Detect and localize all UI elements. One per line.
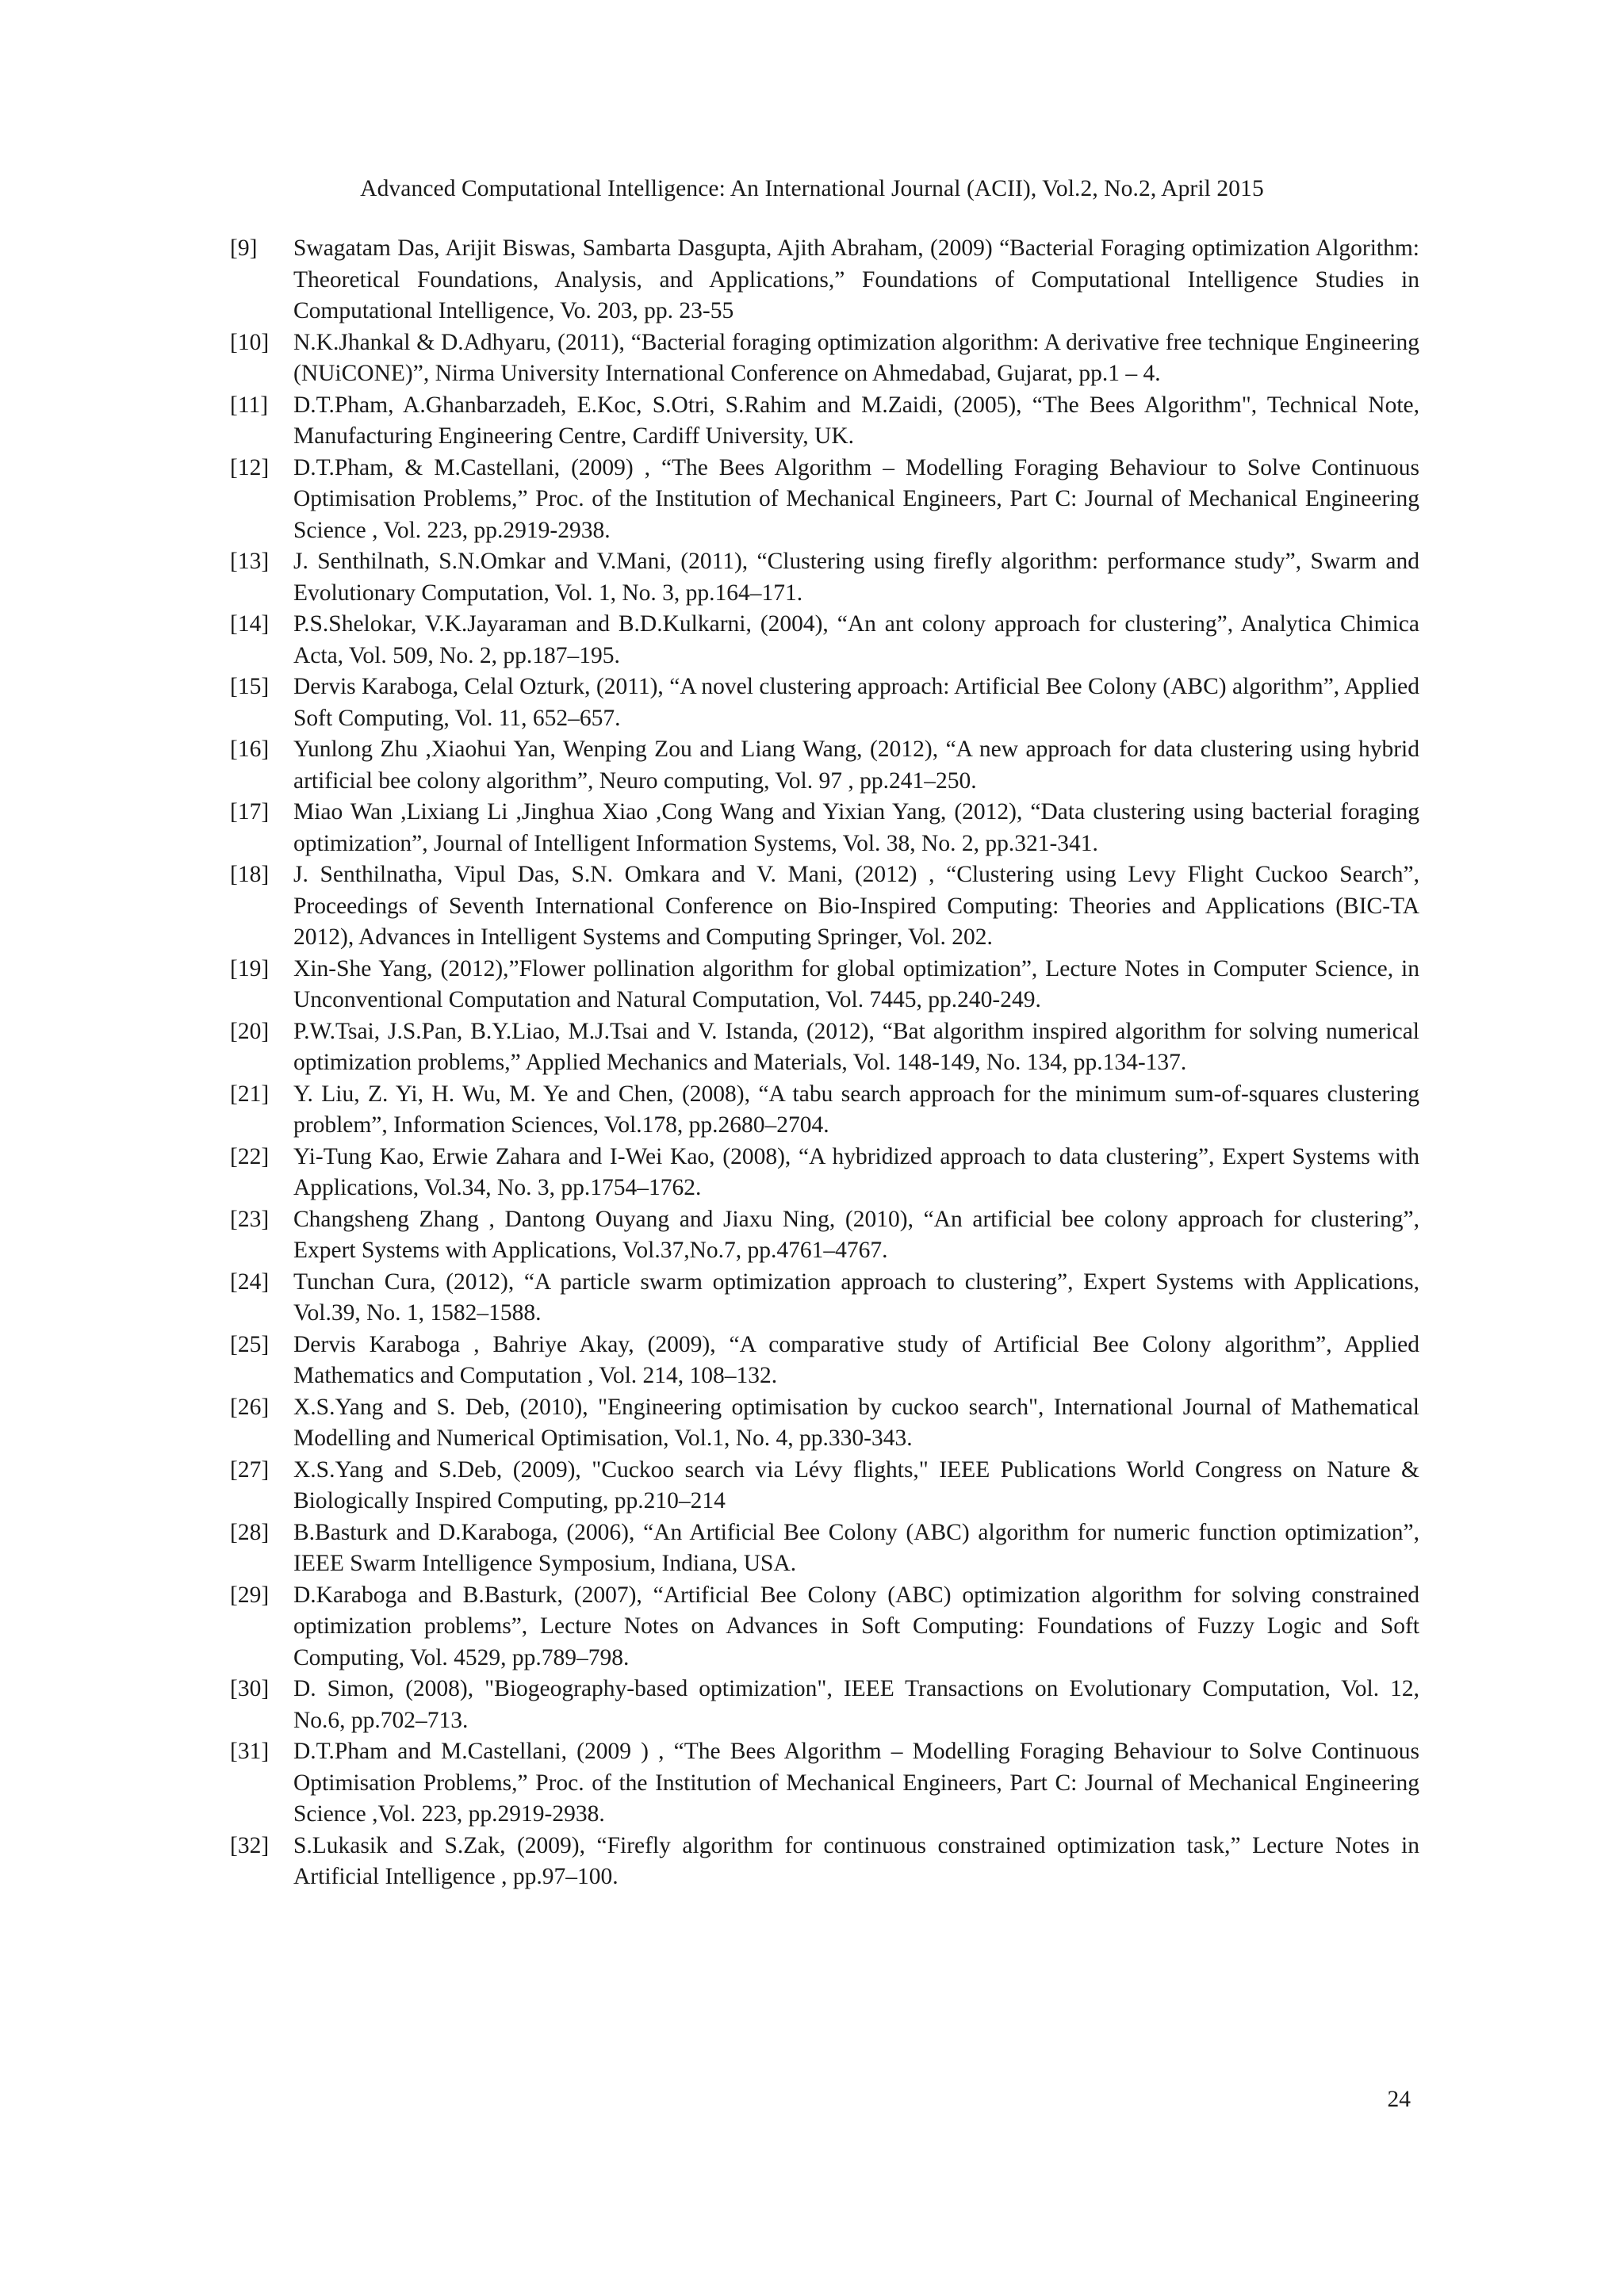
reference-number: [31] bbox=[230, 1739, 270, 1764]
reference-item bbox=[230, 609, 1419, 672]
reference-text: J. Senthilnatha, Vipul Das, S.N. Omkara and V. Mani, (2012) , “Clustering using Levy Flight Cuckoo Search”, Proceedings of Seventh International Conference on Bio-Inspired Computing: Theories and Applications (BIC-TA 2012), Advances in Intelligent Systems and Computing Springer, Vol. 202. bbox=[293, 862, 1419, 950]
reference-item bbox=[230, 954, 1419, 1016]
reference-item bbox=[230, 1267, 1419, 1330]
reference-text: D.T.Pham, A.Ghanbarzadeh, E.Koc, S.Otri, S.Rahim and M.Zaidi, (2005), “The Bees Algorithm", Technical Note, Manufacturing Engineering Centre, Cardiff University, UK. bbox=[293, 392, 1419, 449]
reference-item bbox=[230, 1831, 1419, 1893]
reference-text: Y. Liu, Z. Yi, H. Wu, M. Ye and Chen, (2008), “A tabu search approach for the minimum sum-of-squares clustering problem”, Information Sciences, Vol.178, pp.2680–2704. bbox=[293, 1081, 1419, 1138]
reference-number: [15] bbox=[230, 674, 270, 699]
reference-item bbox=[230, 859, 1419, 954]
reference-number: [24] bbox=[230, 1269, 270, 1295]
reference-text: X.S.Yang and S. Deb, (2010), "Engineering optimisation by cuckoo search", International Journal of Mathematical Modelling and Numerical Optimisation, Vol.1, No. 4, pp.330-343. bbox=[293, 1394, 1419, 1451]
reference-number: [28] bbox=[230, 1519, 270, 1545]
reference-item bbox=[230, 327, 1419, 390]
reference-text: P.W.Tsai, J.S.Pan, B.Y.Liao, M.J.Tsai and V. Istanda, (2012), “Bat algorithm inspired algorithm for solving numerical optimization problems,” Applied Mechanics and Materials, Vol. 148-149, No. 134, pp.134-137. bbox=[293, 1018, 1419, 1075]
reference-text: D.T.Pham and M.Castellani, (2009 ) , “The Bees Algorithm – Modelling Foraging Behaviour to Solve Continuous Optimisation Problems,” Proc. of the Institution of Mechanical Engineers, Part C: Journal of Mechanical Engineering Science ,Vol. 223, pp.2919-2938. bbox=[293, 1739, 1419, 1827]
reference-item bbox=[230, 1517, 1419, 1580]
reference-text: Yi-Tung Kao, Erwie Zahara and I-Wei Kao, (2008), “A hybridized approach to data clustering”, Expert Systems with Applications, Vol.34, No. 3, pp.1754–1762. bbox=[293, 1143, 1419, 1200]
reference-number: [32] bbox=[230, 1832, 270, 1858]
reference-item bbox=[230, 734, 1419, 797]
reference-text: N.K.Jhankal & D.Adhyaru, (2011), “Bacterial foraging optimization algorithm: A derivative free technique Engineering (NUiCONE)”, Nirma University International Conference on Ahmedabad, Gujarat, pp.1 – 4. bbox=[293, 329, 1419, 386]
reference-number: [11] bbox=[230, 392, 269, 418]
reference-text: J. Senthilnath, S.N.Omkar and V.Mani, (2011), “Clustering using firefly algorithm: performance study”, Swarm and Evolutionary Computation, Vol. 1, No. 3, pp.164–171. bbox=[293, 549, 1419, 606]
reference-item bbox=[230, 797, 1419, 859]
reference-number: [25] bbox=[230, 1331, 270, 1357]
reference-item bbox=[230, 233, 1419, 327]
reference-item bbox=[230, 1580, 1419, 1674]
reference-item bbox=[230, 672, 1419, 734]
reference-number: [20] bbox=[230, 1018, 270, 1044]
reference-text: D. Simon, (2008), "Biogeography-based optimization", IEEE Transactions on Evolutionary Computation, Vol. 12, No.6, pp.702–713. bbox=[293, 1676, 1419, 1733]
reference-number: [30] bbox=[230, 1676, 270, 1701]
reference-text: X.S.Yang and S.Deb, (2009), "Cuckoo search via Lévy flights," IEEE Publications World Congress on Nature & Biologically Inspired Computing, pp.210–214 bbox=[293, 1456, 1419, 1513]
reference-number: [27] bbox=[230, 1456, 270, 1483]
reference-text: S.Lukasik and S.Zak, (2009), “Firefly algorithm for continuous constrained optimization task,” Lecture Notes in Artificial Intelligence , pp.97–100. bbox=[293, 1832, 1419, 1889]
reference-number: [13] bbox=[230, 549, 270, 574]
reference-text: B.Basturk and D.Karaboga, (2006), “An Artificial Bee Colony (ABC) algorithm for numeric function optimization”, IEEE Swarm Intelligence Symposium, Indiana, USA. bbox=[293, 1519, 1419, 1576]
reference-text: Changsheng Zhang , Dantong Ouyang and Jiaxu Ning, (2010), “An artificial bee colony approach for clustering”, Expert Systems with Applications, Vol.37,No.7, pp.4761–4767. bbox=[293, 1206, 1419, 1263]
running-header: Advanced Computational Intelligence: An International Journal (ACII), Vol.2, No.2, April 2015 bbox=[360, 176, 1264, 201]
reference-item bbox=[230, 390, 1419, 453]
reference-item bbox=[230, 1736, 1419, 1831]
reference-number: [17] bbox=[230, 799, 270, 825]
reference-item bbox=[230, 1455, 1419, 1517]
reference-item bbox=[230, 1142, 1419, 1204]
reference-number: [16] bbox=[230, 737, 270, 762]
reference-number: [18] bbox=[230, 862, 270, 887]
reference-text: P.S.Shelokar, V.K.Jayaraman and B.D.Kulkarni, (2004), “An ant colony approach for clustering”, Analytica Chimica Acta, Vol. 509, No. 2, pp.187–195. bbox=[293, 611, 1419, 668]
reference-number: [14] bbox=[230, 611, 270, 637]
reference-item bbox=[230, 546, 1419, 609]
reference-text: Yunlong Zhu ,Xiaohui Yan, Wenping Zou and Liang Wang, (2012), “A new approach for data clustering using hybrid artificial bee colony algorithm”, Neuro computing, Vol. 97 , pp.241–250. bbox=[293, 737, 1419, 794]
reference-item bbox=[230, 1204, 1419, 1267]
reference-item bbox=[230, 1016, 1419, 1079]
reference-number: [23] bbox=[230, 1206, 270, 1232]
reference-number: [26] bbox=[230, 1394, 270, 1420]
reference-text: Tunchan Cura, (2012), “A particle swarm optimization approach to clustering”, Expert Systems with Applications, Vol.39, No. 1, 1582–1588. bbox=[293, 1269, 1419, 1326]
reference-text: Swagatam Das, Arijit Biswas, Sambarta Dasgupta, Ajith Abraham, (2009) “Bacterial Foraging optimization Algorithm: Theoretical Foundations, Analysis, and Applications,” Foundations of Computational Intelligence Studies in Computational Intelligence, Vo. 203, pp. 23-55 bbox=[293, 235, 1419, 323]
reference-item bbox=[230, 1330, 1419, 1392]
reference-number: [21] bbox=[230, 1081, 270, 1107]
reference-item bbox=[230, 1392, 1419, 1455]
reference-text: D.Karaboga and B.Basturk, (2007), “Artificial Bee Colony (ABC) optimization algorithm for solving constrained optimization problems”, Lecture Notes on Advances in Soft Computing: Foundations of Fuzzy Logic and Soft Computing, Vol. 4529, pp.789–798. bbox=[293, 1582, 1419, 1670]
reference-text: Dervis Karaboga , Bahriye Akay, (2009), “A comparative study of Artificial Bee Colony algorithm”, Applied Mathematics and Computation , Vol. 214, 108–132. bbox=[293, 1331, 1419, 1388]
reference-item bbox=[230, 453, 1419, 547]
reference-text: Miao Wan ,Lixiang Li ,Jinghua Xiao ,Cong Wang and Yixian Yang, (2012), “Data clustering using bacterial foraging optimization”, Journal of Intelligent Information Systems, Vol. 38, No. 2, pp.321-341. bbox=[293, 799, 1419, 856]
reference-item bbox=[230, 1079, 1419, 1142]
reference-number: [12] bbox=[230, 454, 270, 480]
page-number: 24 bbox=[1387, 2087, 1411, 2112]
reference-number: [29] bbox=[230, 1582, 270, 1608]
reference-number: [19] bbox=[230, 955, 270, 982]
reference-text: D.T.Pham, & M.Castellani, (2009) , “The Bees Algorithm – Modelling Foraging Behaviour to Solve Continuous Optimisation Problems,” Proc. of the Institution of Mechanical Engineers, Part C: Journal of Mechanical Engineering Science , Vol. 223, pp.2919-2938. bbox=[293, 454, 1419, 543]
reference-number: [9] bbox=[230, 235, 258, 261]
reference-text: Xin-She Yang, (2012),”Flower pollination algorithm for global optimization”, Lecture Notes in Computer Science, in Unconventional Computation and Natural Computation, Vol. 7445, pp.240-249. bbox=[293, 955, 1419, 1012]
reference-item bbox=[230, 1674, 1419, 1736]
reference-text: Dervis Karaboga, Celal Ozturk, (2011), “A novel clustering approach: Artificial Bee Colony (ABC) algorithm”, Applied Soft Computing, Vol. 11, 652–657. bbox=[293, 674, 1419, 731]
reference-number: [10] bbox=[230, 329, 270, 355]
reference-number: [22] bbox=[230, 1143, 270, 1169]
reference-list bbox=[230, 233, 1419, 1893]
